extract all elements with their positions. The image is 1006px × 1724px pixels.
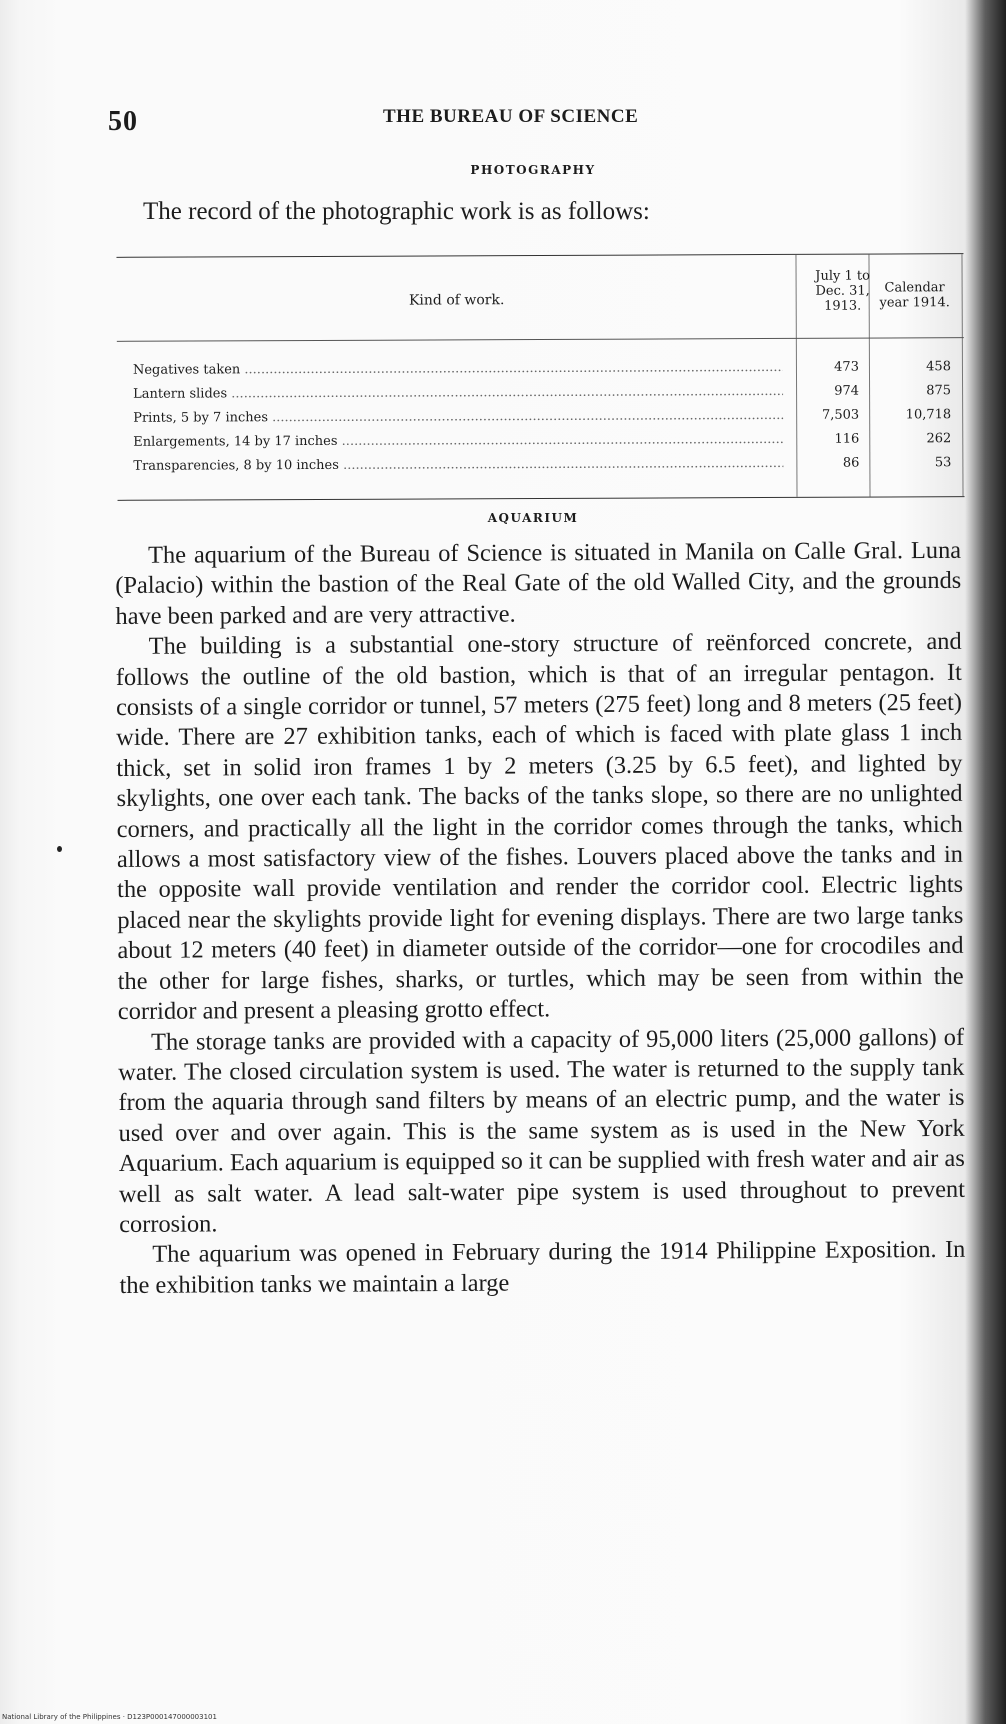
row-kind: Prints, 5 by 7 inches ..... [133, 408, 783, 426]
row-value-1914: 262 [926, 431, 952, 447]
photography-table [116, 253, 964, 501]
column-header-line: July 1 to [815, 268, 870, 284]
column-header-kind: Kind of work. [408, 292, 505, 309]
row-value-1913: 116 [834, 431, 860, 447]
row-value-1914: 458 [926, 359, 951, 375]
header-rule [117, 337, 964, 342]
paragraph: The storage tanks are provided with a capacity of 95,000 liters (25,000 gallons) of water. The closed circulation system is used. The water is returned to the supply tank from the aquaria through sand filters by means of an electric pump, and the water is used over and over again. This is the same system as is used in the New York Aquarium. Each aquarium is equipped so it can be supplied with fresh water and air as well as salt water. A lead salt-water pipe system is used throughout to prevent corrosion. [118, 1023, 966, 1238]
row-kind: Negatives taken ..... [133, 360, 783, 378]
row-value-1913: 7,503 [821, 407, 860, 423]
row-kind: Enlargements, 14 by 17 inches ..... [133, 432, 783, 450]
table-row [117, 455, 964, 483]
row-kind: Lantern slides ..... [133, 384, 783, 402]
paragraph: The building is a substantial one-story structure of reënforced concrete, and follows the outline of the old bastion, which is that of an irregular pentagon. It consists of a single corridor or tunnel, 57 meters (275 feet) long and 8 meters (25 feet) wide. There are 27 exhibition tanks, each of which is faced with plate glass 1 inch thick, set in solid iron frames 1 by 2 meters (3.25 by 6.5 feet), and lighted by skylights, one over each tank. The backs of the tanks slope, so there are no unlighted corners, and practically all the light in the corridor comes through the tanks, which allows a most satisfactory view of the fishes. Louvers placed above the tanks and in the opposite wall provide ventilation and render the corridor cool. Electric lights placed near the skylights provide light for evening displays. There are two large tanks about 12 meters (40 feet) in diameter outside of the corridor—one for crocodiles and the other for large fishes, sharks, or turtles, which may be seen from within the corridor and present a pleasing grotto effect. [115, 628, 964, 1026]
row-value-1914: 10,718 [905, 407, 952, 423]
row-value-1913: 473 [834, 359, 859, 375]
page-number: 50 [108, 106, 138, 137]
column-header-line: year 1914. [879, 295, 950, 311]
table-row [117, 407, 964, 435]
table-body [117, 359, 965, 483]
section-heading-aquarium: AQUARIUM [487, 511, 579, 525]
column-header-line: Calendar [884, 280, 945, 296]
table-row [117, 383, 964, 411]
row-value-1914: 53 [934, 455, 952, 471]
scan-footer-note: National Library of the Philippines · D123P000147000003101 [2, 1713, 217, 1721]
paragraph: The aquarium was opened in February during the 1914 Philippine Exposition. In the exhibition tanks we maintain a large [119, 1236, 966, 1299]
row-value-1913: 86 [842, 455, 860, 471]
table-row [117, 359, 964, 387]
table-row [117, 431, 964, 459]
scan-speck [57, 846, 62, 852]
column-header-calendar-1914 [869, 280, 961, 310]
paragraph: The aquarium of the Bureau of Science is situated in Manila on Calle Gral. Luna (Palacio) within the bastion of the Real Gate of the old Walled City, and the grounds have been parked and are very attractive. [115, 536, 962, 630]
photography-intro: The record of the photographic work is as follows: [143, 198, 650, 225]
column-header-line: Dec. 31, [815, 283, 870, 299]
row-kind: Transparencies, 8 by 10 inches ..... [133, 456, 783, 474]
column-header-line: 1913. [824, 298, 862, 314]
row-value-1914: 875 [926, 383, 952, 399]
aquarium-body [115, 536, 966, 1301]
row-value-1913: 974 [834, 383, 860, 399]
section-heading-photography: PHOTOGRAPHY [470, 163, 596, 177]
running-title: THE BUREAU OF SCIENCE [383, 106, 639, 127]
